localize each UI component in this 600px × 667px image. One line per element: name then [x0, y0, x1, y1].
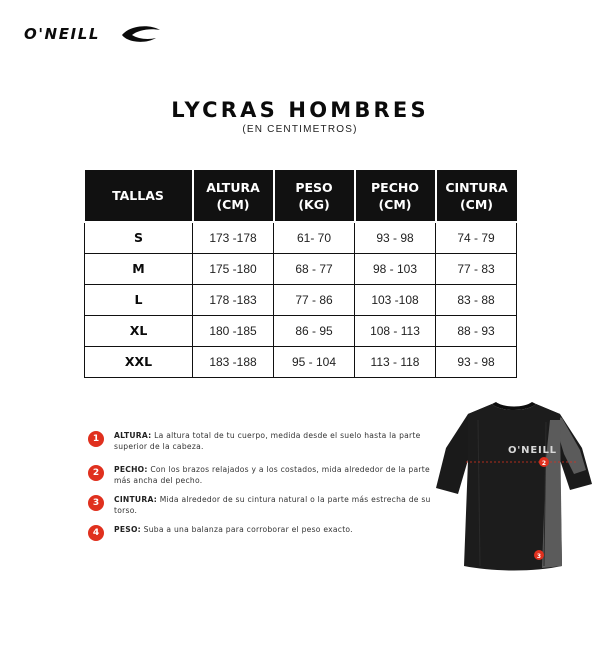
table-row	[85, 346, 517, 377]
shirt-logo-text: O'NEILL	[508, 445, 557, 456]
cell-cintura: 77 - 83	[436, 253, 517, 284]
cell-altura: 178 -183	[193, 284, 274, 315]
header	[24, 22, 162, 46]
cell-peso: 61- 70	[274, 222, 355, 253]
cell-cintura: 88 - 93	[436, 315, 517, 346]
cell-peso: 77 - 86	[274, 284, 355, 315]
guide-item-pecho	[88, 464, 434, 486]
header-cintura-unit: (CM)	[459, 196, 494, 212]
size-table	[84, 170, 517, 378]
header-peso-unit: (KG)	[298, 196, 330, 212]
cell-cintura: 93 - 98	[436, 346, 517, 377]
number-badge-icon: 2	[88, 465, 104, 481]
header-tallas	[85, 170, 193, 222]
brand-logo-text: O'NEILL	[24, 25, 101, 43]
cell-peso: 95 - 104	[274, 346, 355, 377]
cell-talla: XXL	[85, 346, 193, 377]
rash-guard-shirt-image	[434, 398, 594, 573]
waist-marker-label: 3	[536, 553, 542, 560]
header-pecho	[355, 170, 436, 222]
header-altura-label: ALTURA	[206, 179, 260, 195]
number-badge-icon: 1	[88, 431, 104, 447]
page-subtitle: (EN CENTIMETROS)	[242, 124, 358, 135]
table-row	[85, 284, 517, 315]
cell-talla: L	[85, 284, 193, 315]
title-block	[0, 98, 600, 135]
header-tallas-label: TALLAS	[112, 188, 164, 203]
guide-description: La altura total de tu cuerpo, medida desde el suelo hasta la parte superior de la cabeza.	[114, 431, 421, 451]
cell-altura: 183 -188	[193, 346, 274, 377]
cell-peso: 68 - 77	[274, 253, 355, 284]
guide-item-altura	[88, 430, 434, 452]
guide-description: Suba a una balanza para corroborar el peso exacto.	[143, 525, 353, 534]
guide-text	[114, 524, 434, 535]
guide-text	[114, 430, 434, 452]
guide-description: Mida alrededor de su cintura natural o la parte más estrecha de su torso.	[114, 495, 431, 515]
guide-text	[114, 464, 434, 486]
cell-cintura: 74 - 79	[436, 222, 517, 253]
header-pecho-label: PECHO	[371, 179, 419, 195]
cell-pecho: 108 - 113	[355, 315, 436, 346]
header-altura	[193, 170, 274, 222]
header-altura-unit: (CM)	[216, 196, 250, 212]
wave-logo-icon	[120, 24, 162, 44]
cell-altura: 180 -185	[193, 315, 274, 346]
guide-text	[114, 494, 434, 516]
cell-pecho: 113 - 118	[355, 346, 436, 377]
guide-label: PECHO:	[114, 465, 148, 474]
header-cintura-label: CINTURA	[445, 179, 508, 195]
cell-pecho: 93 - 98	[355, 222, 436, 253]
cell-altura: 173 -178	[193, 222, 274, 253]
guide-description: Con los brazos relajados y a los costados, mida alrededor de la parte más ancha del pecho.	[114, 465, 430, 485]
number-badge-icon: 4	[88, 525, 104, 541]
chest-marker-label: 2	[541, 460, 547, 467]
header-peso-label: PESO	[295, 179, 333, 195]
cell-talla: M	[85, 253, 193, 284]
table-row	[85, 315, 517, 346]
cell-altura: 175 -180	[193, 253, 274, 284]
guide-label: ALTURA:	[114, 431, 152, 440]
guide-label: CINTURA:	[114, 495, 158, 504]
header-peso	[274, 170, 355, 222]
guide-label: PESO:	[114, 525, 141, 534]
guide-item-peso	[88, 524, 434, 541]
cell-talla: XL	[85, 315, 193, 346]
cell-pecho: 98 - 103	[355, 253, 436, 284]
cell-talla: S	[85, 222, 193, 253]
table-row	[85, 253, 517, 284]
table-row	[85, 222, 517, 253]
header-cintura	[436, 170, 517, 222]
guide-item-cintura	[88, 494, 434, 516]
page-title: LYCRAS HOMBRES	[171, 98, 429, 122]
number-badge-icon: 3	[88, 495, 104, 511]
table-header-row	[85, 170, 517, 222]
cell-pecho: 103 -108	[355, 284, 436, 315]
cell-peso: 86 - 95	[274, 315, 355, 346]
cell-cintura: 83 - 88	[436, 284, 517, 315]
header-pecho-unit: (CM)	[378, 196, 412, 212]
